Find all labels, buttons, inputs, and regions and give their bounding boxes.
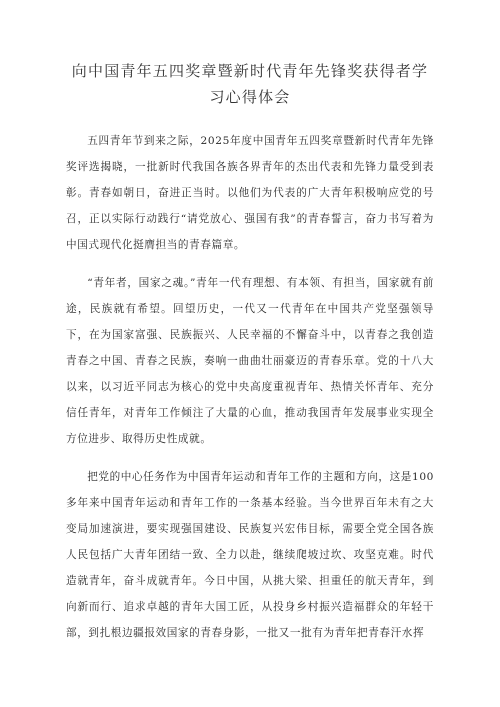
- document-title: [66, 58, 434, 110]
- paragraph-1: 五四青年节到来之际，2025年度中国青年五四奖章暨新时代青年先锋奖评选揭晓，一批新时代我国各族各界青年的杰出代表和先锋力量受到表彰。青春如朝日，奋进正当时。以他们为代表的广大青年积极响应党的号召，正以实际行动践行“请党放心、强国有我”的青春誓言，奋力书写着为中国式现代化挺膺担当的青春篇章。: [66, 135, 434, 251]
- title-line-2: 习心得体会: [209, 88, 291, 106]
- paragraph-2: “青年者，国家之魂。”青年一代有理想、有本领、有担当，国家就有前途，民族就有希望。回望历史，一代又一代青年在中国共产党坚强领导下，在为国家富强、民族振兴、人民幸福的不懈奋斗中，以青春之我创造青春之中国、青春之民族，奏响一曲曲壮丽豪迈的青春乐章。党的十八大以来，以习近平同志为核心的党中央高度重视青年、热情关怀青年、充分信任青年，对青年工作倾注了大量的心血，推动我国青年发展事业实现全方位进步、取得历史性成就。: [66, 277, 434, 445]
- title-line-1: 向中国青年五四奖章暨新时代青年先锋奖获得者学: [71, 62, 429, 80]
- paragraph-3: 把党的中心任务作为中国青年运动和青年工作的主题和方向，这是100多年来中国青年运动和青年工作的一条基本经验。当今世界百年未有之大变局加速演进，要实现强国建设、民族复兴宏伟目标，需要全党全国各族人民包括广大青年团结一致、全力以赴，继续爬坡过坎、攻坚克难。时代造就青年，奋斗成就青年。今日中国，从挑大梁、担重任的航天青年，到向新而行、追求卓越的青年大国工匠，从投身乡村振兴造福群众的年轻干部，到扎根边疆报效国家的青春身影，一批又一批有为青年把青春汗水挥: [66, 471, 434, 639]
